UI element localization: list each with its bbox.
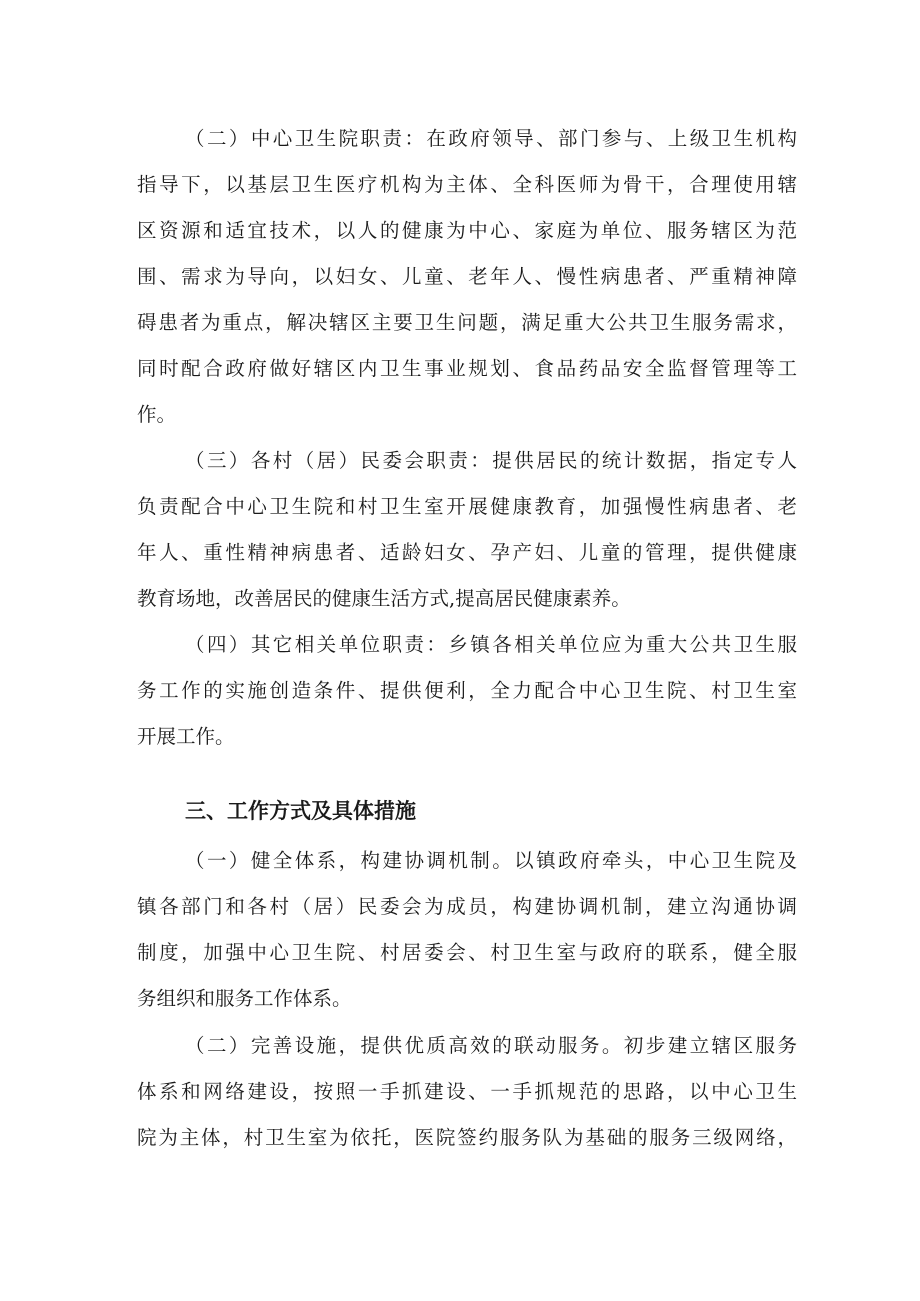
paragraph-line: （一）健全体系，构建协调机制。以镇政府牵头，中心卫生院及: [185, 849, 797, 872]
paragraph-line: 务组织和服务工作体系。: [137, 987, 352, 1010]
paragraph-line: 作。: [137, 403, 177, 426]
paragraph-line: 体系和网络建设，按照一手抓建设、一手抓规范的思路，以中心卫生: [137, 1080, 797, 1103]
paragraph-line: （四）其它相关单位职责：乡镇各相关单位应为重大公共卫生服: [185, 633, 797, 656]
paragraph-line: 同时配合政府做好辖区内卫生事业规划、食品药品安全监督管理等工: [137, 357, 797, 380]
section-heading: 三、工作方式及具体措施: [185, 799, 416, 823]
paragraph-line: 镇各部门和各村（居）民委会为成员，构建协调机制，建立沟通协调: [137, 895, 797, 918]
paragraph-line: （二）中心卫生院职责：在政府领导、部门参与、上级卫生机构: [185, 127, 797, 150]
paragraph-line: 碍患者为重点，解决辖区主要卫生问题，满足重大公共卫生服务需求，: [137, 311, 797, 334]
paragraph-line: 务工作的实施创造条件、提供便利，全力配合中心卫生院、村卫生室: [137, 679, 797, 702]
paragraph-line: 年人、重性精神病患者、适龄妇女、孕产妇、儿童的管理，提供健康: [137, 541, 797, 564]
paragraph-line: 围、需求为导向，以妇女、儿童、老年人、慢性病患者、严重精神障: [137, 265, 797, 288]
paragraph-line: 指导下，以基层卫生医疗机构为主体、全科医师为骨干，合理使用辖: [137, 173, 797, 196]
paragraph-line: 院为主体，村卫生室为依托，医院签约服务队为基础的服务三级网络，: [137, 1126, 797, 1149]
paragraph-line: 负责配合中心卫生院和村卫生室开展健康教育，加强慢性病患者、老: [137, 495, 797, 518]
paragraph-line: （二）完善设施，提供优质高效的联动服务。初步建立辖区服务: [185, 1034, 797, 1057]
paragraph-line: 开展工作。: [137, 725, 235, 748]
paragraph-line: 制度，加强中心卫生院、村居委会、村卫生室与政府的联系，健全服: [137, 941, 797, 964]
paragraph-line: （三）各村（居）民委会职责：提供居民的统计数据，指定专人: [185, 449, 797, 472]
paragraph-line: 区资源和适宜技术，以人的健康为中心、家庭为单位、服务辖区为范: [137, 219, 797, 242]
paragraph-line: 教育场地，改善居民的健康生活方式,提高居民健康素养。: [137, 587, 631, 610]
